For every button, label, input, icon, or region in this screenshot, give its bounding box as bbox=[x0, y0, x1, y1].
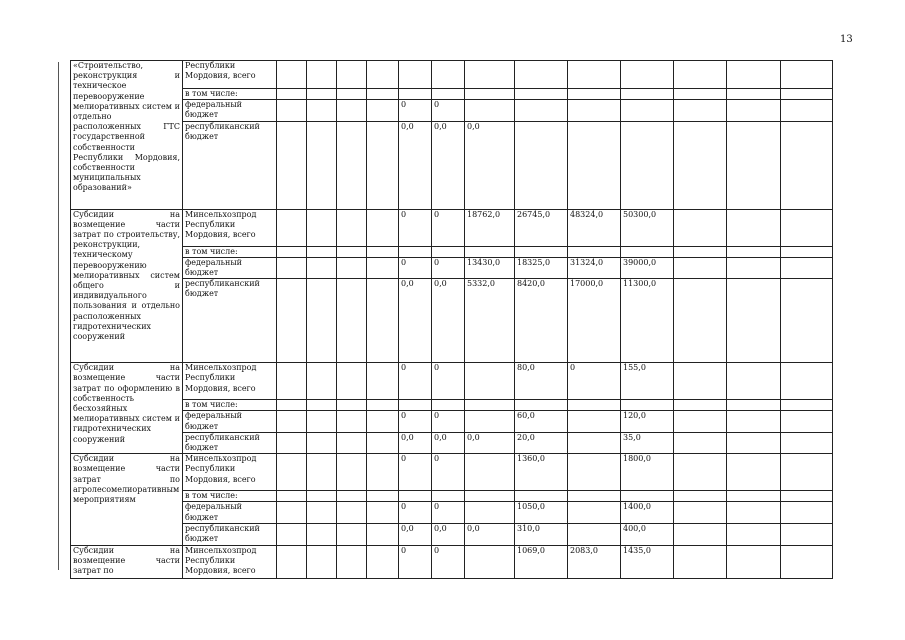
value-cell bbox=[432, 246, 465, 257]
value-cell bbox=[399, 89, 432, 100]
margin-line bbox=[58, 62, 59, 570]
funding-source: федеральный бюджет bbox=[183, 411, 277, 432]
value-cell bbox=[307, 400, 337, 411]
value-cell bbox=[337, 363, 367, 400]
value-cell: 0 bbox=[568, 363, 621, 400]
value-cell: 17000,0 bbox=[568, 279, 621, 363]
value-cell bbox=[568, 61, 621, 89]
value-cell bbox=[515, 61, 568, 89]
value-cell bbox=[277, 454, 307, 491]
value-cell bbox=[465, 502, 515, 523]
funding-source: Минсельхозпрод Республики Мордовия, всего bbox=[183, 545, 277, 578]
value-cell bbox=[674, 454, 727, 491]
value-cell bbox=[277, 432, 307, 453]
value-cell: 0,0 bbox=[399, 432, 432, 453]
value-cell bbox=[307, 411, 337, 432]
value-cell bbox=[307, 545, 337, 578]
value-cell bbox=[781, 545, 833, 578]
value-cell bbox=[307, 89, 337, 100]
value-cell bbox=[367, 432, 399, 453]
value-cell: 120,0 bbox=[621, 411, 674, 432]
table-row bbox=[71, 121, 833, 209]
value-cell bbox=[337, 279, 367, 363]
value-cell bbox=[727, 100, 781, 121]
table-row bbox=[71, 209, 833, 246]
funding-source: федеральный бюджет bbox=[183, 502, 277, 523]
value-cell bbox=[781, 121, 833, 209]
value-cell: 0 bbox=[399, 100, 432, 121]
value-cell bbox=[367, 502, 399, 523]
value-cell bbox=[727, 545, 781, 578]
value-cell bbox=[367, 279, 399, 363]
value-cell bbox=[399, 400, 432, 411]
value-cell bbox=[277, 121, 307, 209]
value-cell bbox=[515, 400, 568, 411]
value-cell bbox=[337, 121, 367, 209]
value-cell bbox=[781, 257, 833, 278]
value-cell bbox=[621, 121, 674, 209]
value-cell bbox=[307, 246, 337, 257]
value-cell bbox=[781, 89, 833, 100]
funding-source: в том числе: bbox=[183, 89, 277, 100]
value-cell bbox=[277, 209, 307, 246]
value-cell: 1360,0 bbox=[515, 454, 568, 491]
value-cell bbox=[781, 491, 833, 502]
measure-description: Субсидии на возмещение части затрат по строительству, реконструкции, техническому перевооружению мелиоративных систем общего и индивидуального пользования и отдельно расположенных гидротехнических сооружений bbox=[71, 209, 183, 363]
table-row bbox=[71, 257, 833, 278]
value-cell bbox=[727, 363, 781, 400]
value-cell bbox=[515, 491, 568, 502]
value-cell bbox=[674, 491, 727, 502]
value-cell bbox=[568, 411, 621, 432]
value-cell bbox=[621, 246, 674, 257]
value-cell bbox=[337, 89, 367, 100]
value-cell bbox=[781, 246, 833, 257]
value-cell: 80,0 bbox=[515, 363, 568, 400]
value-cell bbox=[674, 363, 727, 400]
value-cell: 0 bbox=[399, 411, 432, 432]
page-number: 13 bbox=[840, 34, 853, 45]
table-row bbox=[71, 454, 833, 491]
value-cell bbox=[277, 279, 307, 363]
value-cell bbox=[277, 246, 307, 257]
value-cell bbox=[307, 454, 337, 491]
value-cell bbox=[781, 454, 833, 491]
funding-source: в том числе: bbox=[183, 491, 277, 502]
value-cell: 0 bbox=[432, 363, 465, 400]
value-cell: 0 bbox=[399, 545, 432, 578]
value-cell bbox=[674, 100, 727, 121]
value-cell bbox=[277, 400, 307, 411]
table-row bbox=[71, 411, 833, 432]
value-cell bbox=[727, 491, 781, 502]
value-cell bbox=[307, 100, 337, 121]
value-cell bbox=[781, 523, 833, 545]
value-cell bbox=[337, 61, 367, 89]
value-cell bbox=[727, 454, 781, 491]
value-cell bbox=[367, 400, 399, 411]
value-cell bbox=[674, 257, 727, 278]
value-cell: 0 bbox=[432, 257, 465, 278]
value-cell bbox=[674, 411, 727, 432]
value-cell bbox=[781, 502, 833, 523]
table-row bbox=[71, 545, 833, 578]
value-cell bbox=[465, 545, 515, 578]
table-row bbox=[71, 61, 833, 89]
value-cell bbox=[465, 454, 515, 491]
value-cell bbox=[432, 491, 465, 502]
funding-source: республиканский бюджет bbox=[183, 432, 277, 453]
value-cell bbox=[621, 491, 674, 502]
value-cell bbox=[727, 257, 781, 278]
value-cell: 0,0 bbox=[465, 432, 515, 453]
value-cell: 20,0 bbox=[515, 432, 568, 453]
value-cell: 0,0 bbox=[465, 523, 515, 545]
value-cell bbox=[367, 246, 399, 257]
value-cell bbox=[674, 400, 727, 411]
value-cell bbox=[568, 432, 621, 453]
funding-source: республиканский бюджет bbox=[183, 523, 277, 545]
value-cell bbox=[307, 491, 337, 502]
value-cell bbox=[337, 545, 367, 578]
value-cell bbox=[621, 61, 674, 89]
value-cell bbox=[515, 121, 568, 209]
value-cell bbox=[465, 491, 515, 502]
value-cell bbox=[727, 279, 781, 363]
value-cell bbox=[674, 246, 727, 257]
value-cell bbox=[367, 209, 399, 246]
value-cell: 50300,0 bbox=[621, 209, 674, 246]
value-cell bbox=[307, 363, 337, 400]
value-cell bbox=[367, 257, 399, 278]
value-cell bbox=[515, 100, 568, 121]
value-cell bbox=[674, 61, 727, 89]
value-cell bbox=[367, 363, 399, 400]
value-cell bbox=[277, 502, 307, 523]
value-cell bbox=[307, 257, 337, 278]
table-row bbox=[71, 100, 833, 121]
budget-table bbox=[70, 60, 833, 579]
funding-source: федеральный бюджет bbox=[183, 257, 277, 278]
value-cell bbox=[781, 279, 833, 363]
value-cell bbox=[367, 100, 399, 121]
measure-description: Субсидии на возмещение части затрат по агролесомелиоративным мероприятиям bbox=[71, 454, 183, 546]
value-cell bbox=[674, 209, 727, 246]
value-cell bbox=[465, 363, 515, 400]
value-cell bbox=[621, 400, 674, 411]
value-cell bbox=[515, 246, 568, 257]
value-cell: 0,0 bbox=[432, 121, 465, 209]
value-cell bbox=[277, 411, 307, 432]
value-cell bbox=[727, 61, 781, 89]
value-cell bbox=[465, 400, 515, 411]
value-cell: 0 bbox=[399, 209, 432, 246]
funding-source: Республики Мордовия, всего bbox=[183, 61, 277, 89]
value-cell: 0 bbox=[399, 257, 432, 278]
value-cell bbox=[674, 279, 727, 363]
funding-source: Минсельхозпрод Республики Мордовия, всего bbox=[183, 209, 277, 246]
table-row bbox=[71, 502, 833, 523]
value-cell bbox=[307, 121, 337, 209]
value-cell bbox=[727, 89, 781, 100]
table-row bbox=[71, 432, 833, 453]
value-cell: 31324,0 bbox=[568, 257, 621, 278]
table-row bbox=[71, 400, 833, 411]
value-cell: 1435,0 bbox=[621, 545, 674, 578]
value-cell bbox=[674, 523, 727, 545]
value-cell: 1400,0 bbox=[621, 502, 674, 523]
value-cell bbox=[727, 502, 781, 523]
value-cell: 18325,0 bbox=[515, 257, 568, 278]
funding-source: республиканский бюджет bbox=[183, 121, 277, 209]
value-cell: 26745,0 bbox=[515, 209, 568, 246]
value-cell: 5332,0 bbox=[465, 279, 515, 363]
value-cell bbox=[515, 89, 568, 100]
value-cell: 1800,0 bbox=[621, 454, 674, 491]
value-cell bbox=[568, 121, 621, 209]
value-cell bbox=[337, 411, 367, 432]
value-cell bbox=[277, 363, 307, 400]
value-cell bbox=[399, 61, 432, 89]
value-cell bbox=[337, 257, 367, 278]
value-cell: 1069,0 bbox=[515, 545, 568, 578]
value-cell bbox=[307, 432, 337, 453]
value-cell bbox=[432, 400, 465, 411]
value-cell: 35,0 bbox=[621, 432, 674, 453]
value-cell bbox=[432, 89, 465, 100]
value-cell: 2083,0 bbox=[568, 545, 621, 578]
value-cell bbox=[337, 491, 367, 502]
value-cell bbox=[367, 454, 399, 491]
value-cell: 0 bbox=[432, 502, 465, 523]
funding-source: Минсельхозпрод Республики Мордовия, всего bbox=[183, 454, 277, 491]
value-cell: 60,0 bbox=[515, 411, 568, 432]
funding-source: в том числе: bbox=[183, 246, 277, 257]
value-cell bbox=[337, 100, 367, 121]
value-cell bbox=[337, 523, 367, 545]
value-cell bbox=[337, 400, 367, 411]
value-cell: 39000,0 bbox=[621, 257, 674, 278]
value-cell: 0 bbox=[399, 363, 432, 400]
value-cell bbox=[337, 432, 367, 453]
measure-description: Субсидии на возмещение части затрат по оформлению в собственность бесхозяйных мелиоративных систем и гидротехнических сооружений bbox=[71, 363, 183, 454]
value-cell bbox=[727, 432, 781, 453]
value-cell bbox=[277, 61, 307, 89]
value-cell bbox=[674, 121, 727, 209]
value-cell: 155,0 bbox=[621, 363, 674, 400]
value-cell bbox=[277, 523, 307, 545]
value-cell bbox=[432, 61, 465, 89]
value-cell bbox=[568, 502, 621, 523]
value-cell: 0 bbox=[432, 411, 465, 432]
value-cell bbox=[727, 400, 781, 411]
value-cell: 48324,0 bbox=[568, 209, 621, 246]
value-cell bbox=[307, 61, 337, 89]
table-row bbox=[71, 523, 833, 545]
value-cell bbox=[727, 209, 781, 246]
value-cell bbox=[367, 89, 399, 100]
value-cell bbox=[621, 89, 674, 100]
value-cell: 400,0 bbox=[621, 523, 674, 545]
value-cell bbox=[367, 545, 399, 578]
value-cell: 8420,0 bbox=[515, 279, 568, 363]
value-cell: 0,0 bbox=[465, 121, 515, 209]
measure-description: «Строительство, реконструкция и техническое перевооружение мелиоративных систем и отдельно расположенных ГТС государственной собственности Республики Мордовия, собственности муниципальных образований» bbox=[71, 61, 183, 210]
value-cell bbox=[727, 411, 781, 432]
value-cell bbox=[727, 246, 781, 257]
value-cell bbox=[568, 400, 621, 411]
value-cell bbox=[781, 100, 833, 121]
value-cell bbox=[307, 502, 337, 523]
value-cell: 0 bbox=[399, 502, 432, 523]
value-cell: 13430,0 bbox=[465, 257, 515, 278]
value-cell bbox=[674, 89, 727, 100]
value-cell bbox=[465, 100, 515, 121]
table-row bbox=[71, 246, 833, 257]
table-row bbox=[71, 491, 833, 502]
value-cell: 0 bbox=[432, 545, 465, 578]
value-cell bbox=[307, 279, 337, 363]
value-cell bbox=[399, 491, 432, 502]
value-cell bbox=[367, 411, 399, 432]
value-cell bbox=[465, 61, 515, 89]
value-cell bbox=[277, 257, 307, 278]
value-cell bbox=[337, 209, 367, 246]
value-cell bbox=[337, 502, 367, 523]
funding-source: федеральный бюджет bbox=[183, 100, 277, 121]
value-cell bbox=[781, 363, 833, 400]
value-cell bbox=[781, 432, 833, 453]
value-cell: 0 bbox=[432, 209, 465, 246]
value-cell bbox=[781, 61, 833, 89]
value-cell bbox=[621, 100, 674, 121]
value-cell bbox=[337, 246, 367, 257]
value-cell bbox=[277, 545, 307, 578]
value-cell bbox=[277, 89, 307, 100]
value-cell: 0,0 bbox=[399, 121, 432, 209]
table-row bbox=[71, 279, 833, 363]
value-cell bbox=[674, 432, 727, 453]
value-cell bbox=[727, 121, 781, 209]
value-cell: 0 bbox=[399, 454, 432, 491]
value-cell bbox=[277, 491, 307, 502]
value-cell bbox=[727, 523, 781, 545]
value-cell bbox=[367, 523, 399, 545]
value-cell: 310,0 bbox=[515, 523, 568, 545]
value-cell: 0,0 bbox=[432, 279, 465, 363]
value-cell: 0,0 bbox=[399, 523, 432, 545]
value-cell bbox=[781, 411, 833, 432]
value-cell bbox=[674, 545, 727, 578]
value-cell bbox=[337, 454, 367, 491]
value-cell: 0 bbox=[432, 454, 465, 491]
table-row bbox=[71, 363, 833, 400]
funding-source: в том числе: bbox=[183, 400, 277, 411]
measure-description: Субсидии на возмещение части затрат по bbox=[71, 545, 183, 578]
funding-source: республиканский бюджет bbox=[183, 279, 277, 363]
value-cell bbox=[781, 400, 833, 411]
value-cell bbox=[465, 246, 515, 257]
value-cell bbox=[568, 89, 621, 100]
value-cell bbox=[367, 491, 399, 502]
value-cell: 1050,0 bbox=[515, 502, 568, 523]
value-cell bbox=[568, 491, 621, 502]
table-row bbox=[71, 89, 833, 100]
value-cell bbox=[568, 100, 621, 121]
value-cell bbox=[307, 523, 337, 545]
value-cell: 18762,0 bbox=[465, 209, 515, 246]
value-cell bbox=[781, 209, 833, 246]
value-cell: 11300,0 bbox=[621, 279, 674, 363]
value-cell bbox=[568, 523, 621, 545]
value-cell bbox=[568, 246, 621, 257]
value-cell bbox=[674, 502, 727, 523]
value-cell bbox=[465, 411, 515, 432]
value-cell bbox=[367, 61, 399, 89]
value-cell: 0,0 bbox=[432, 432, 465, 453]
value-cell bbox=[277, 100, 307, 121]
value-cell: 0,0 bbox=[399, 279, 432, 363]
value-cell bbox=[465, 89, 515, 100]
value-cell bbox=[568, 454, 621, 491]
value-cell: 0 bbox=[432, 100, 465, 121]
funding-source: Минсельхозпрод Республики Мордовия, всего bbox=[183, 363, 277, 400]
value-cell bbox=[367, 121, 399, 209]
value-cell bbox=[399, 246, 432, 257]
value-cell: 0,0 bbox=[432, 523, 465, 545]
value-cell bbox=[307, 209, 337, 246]
